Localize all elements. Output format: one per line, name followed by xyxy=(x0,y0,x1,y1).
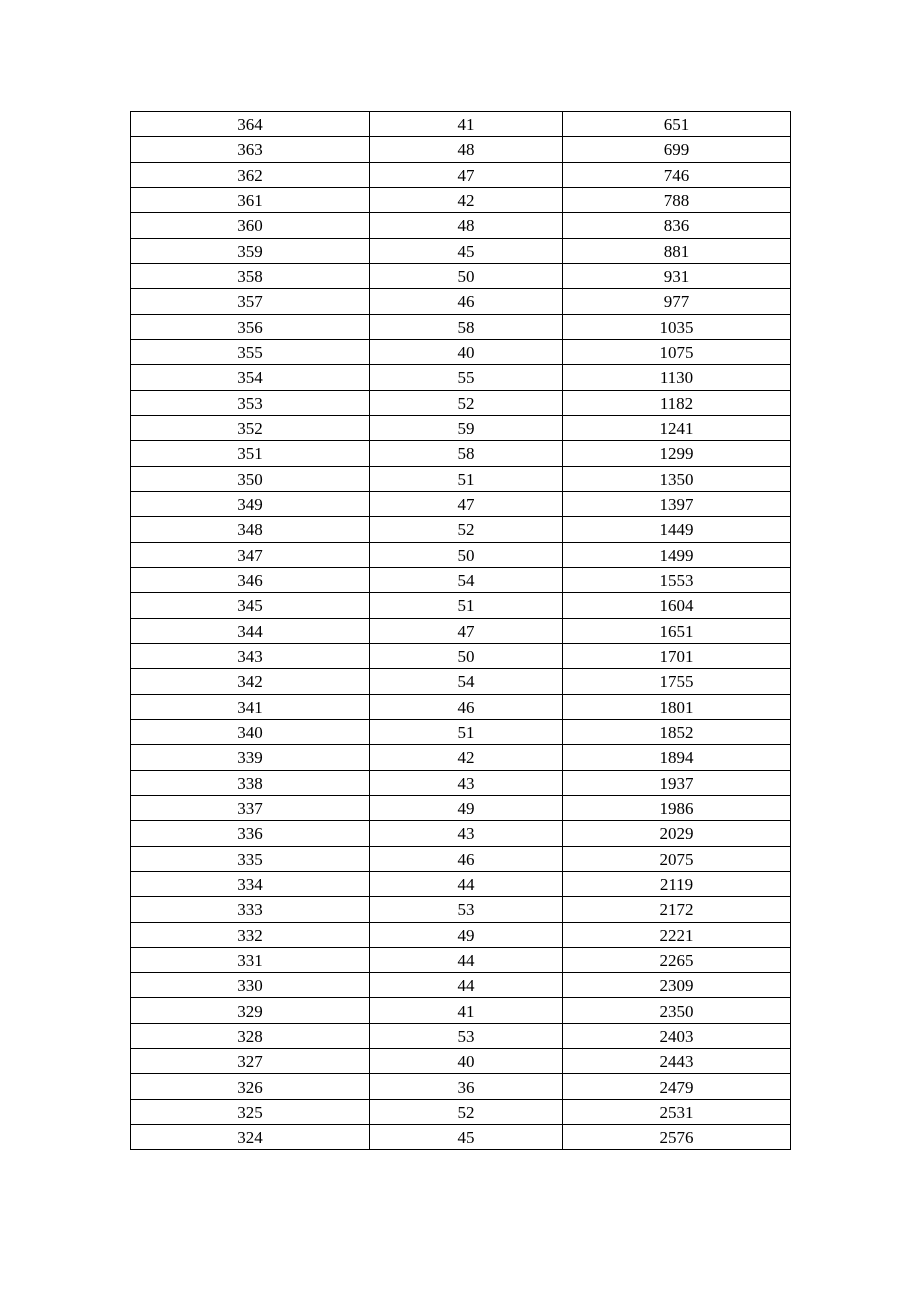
table-row xyxy=(131,466,791,491)
count-cell: 48 xyxy=(370,213,563,238)
count-cell: 41 xyxy=(370,998,563,1023)
cumulative-count-cell: 788 xyxy=(563,187,791,212)
cumulative-count-cell: 1894 xyxy=(563,745,791,770)
table-row xyxy=(131,238,791,263)
count-cell: 47 xyxy=(370,618,563,643)
cumulative-count-cell: 2350 xyxy=(563,998,791,1023)
score-cell: 334 xyxy=(131,871,370,896)
cumulative-count-cell: 1299 xyxy=(563,441,791,466)
cumulative-count-cell: 2403 xyxy=(563,1023,791,1048)
score-cell: 340 xyxy=(131,719,370,744)
count-cell: 55 xyxy=(370,365,563,390)
table-row xyxy=(131,821,791,846)
cumulative-count-cell: 1553 xyxy=(563,567,791,592)
table-row xyxy=(131,415,791,440)
cumulative-count-cell: 1035 xyxy=(563,314,791,339)
count-cell: 59 xyxy=(370,415,563,440)
count-cell: 54 xyxy=(370,567,563,592)
cumulative-count-cell: 2172 xyxy=(563,897,791,922)
score-cell: 339 xyxy=(131,745,370,770)
table-row xyxy=(131,973,791,998)
score-cell: 327 xyxy=(131,1049,370,1074)
table-row xyxy=(131,1049,791,1074)
table-row xyxy=(131,1099,791,1124)
score-cell: 328 xyxy=(131,1023,370,1048)
table-row xyxy=(131,795,791,820)
score-cell: 324 xyxy=(131,1125,370,1150)
table-row xyxy=(131,263,791,288)
table-row xyxy=(131,213,791,238)
score-cell: 362 xyxy=(131,162,370,187)
count-cell: 41 xyxy=(370,112,563,137)
table-row xyxy=(131,643,791,668)
score-cell: 338 xyxy=(131,770,370,795)
score-cell: 348 xyxy=(131,517,370,542)
count-cell: 54 xyxy=(370,669,563,694)
score-table-body xyxy=(131,112,791,1150)
score-cell: 359 xyxy=(131,238,370,263)
table-row xyxy=(131,1023,791,1048)
table-row xyxy=(131,871,791,896)
table-row xyxy=(131,1074,791,1099)
score-cell: 352 xyxy=(131,415,370,440)
cumulative-count-cell: 1350 xyxy=(563,466,791,491)
table-row xyxy=(131,491,791,516)
score-cell: 356 xyxy=(131,314,370,339)
score-cell: 335 xyxy=(131,846,370,871)
score-cell: 349 xyxy=(131,491,370,516)
count-cell: 49 xyxy=(370,922,563,947)
score-cell: 333 xyxy=(131,897,370,922)
table-row xyxy=(131,770,791,795)
score-cell: 326 xyxy=(131,1074,370,1099)
cumulative-count-cell: 1397 xyxy=(563,491,791,516)
cumulative-count-cell: 1701 xyxy=(563,643,791,668)
count-cell: 53 xyxy=(370,1023,563,1048)
score-cell: 345 xyxy=(131,593,370,618)
score-cell: 357 xyxy=(131,289,370,314)
table-row xyxy=(131,542,791,567)
score-cell: 336 xyxy=(131,821,370,846)
cumulative-count-cell: 1852 xyxy=(563,719,791,744)
table-row xyxy=(131,517,791,542)
cumulative-count-cell: 2576 xyxy=(563,1125,791,1150)
cumulative-count-cell: 836 xyxy=(563,213,791,238)
count-cell: 52 xyxy=(370,390,563,415)
table-row xyxy=(131,441,791,466)
cumulative-count-cell: 1755 xyxy=(563,669,791,694)
table-row xyxy=(131,365,791,390)
count-cell: 44 xyxy=(370,947,563,972)
cumulative-count-cell: 931 xyxy=(563,263,791,288)
score-cell: 363 xyxy=(131,137,370,162)
score-cell: 325 xyxy=(131,1099,370,1124)
cumulative-count-cell: 2443 xyxy=(563,1049,791,1074)
count-cell: 47 xyxy=(370,491,563,516)
count-cell: 44 xyxy=(370,871,563,896)
table-row xyxy=(131,567,791,592)
table-row xyxy=(131,719,791,744)
table-row xyxy=(131,897,791,922)
score-cell: 330 xyxy=(131,973,370,998)
count-cell: 46 xyxy=(370,289,563,314)
count-cell: 47 xyxy=(370,162,563,187)
cumulative-count-cell: 2309 xyxy=(563,973,791,998)
count-cell: 40 xyxy=(370,339,563,364)
count-cell: 36 xyxy=(370,1074,563,1099)
count-cell: 52 xyxy=(370,1099,563,1124)
score-cell: 344 xyxy=(131,618,370,643)
count-cell: 43 xyxy=(370,770,563,795)
count-cell: 50 xyxy=(370,542,563,567)
count-cell: 45 xyxy=(370,1125,563,1150)
score-cell: 331 xyxy=(131,947,370,972)
cumulative-count-cell: 1130 xyxy=(563,365,791,390)
cumulative-count-cell: 651 xyxy=(563,112,791,137)
table-row xyxy=(131,846,791,871)
table-row xyxy=(131,745,791,770)
cumulative-count-cell: 746 xyxy=(563,162,791,187)
cumulative-count-cell: 1604 xyxy=(563,593,791,618)
cumulative-count-cell: 1075 xyxy=(563,339,791,364)
score-cell: 355 xyxy=(131,339,370,364)
table-row xyxy=(131,390,791,415)
cumulative-count-cell: 2221 xyxy=(563,922,791,947)
score-cell: 342 xyxy=(131,669,370,694)
count-cell: 52 xyxy=(370,517,563,542)
cumulative-count-cell: 2479 xyxy=(563,1074,791,1099)
table-row xyxy=(131,314,791,339)
count-cell: 46 xyxy=(370,694,563,719)
cumulative-count-cell: 1182 xyxy=(563,390,791,415)
cumulative-count-cell: 1651 xyxy=(563,618,791,643)
count-cell: 42 xyxy=(370,187,563,212)
count-cell: 48 xyxy=(370,137,563,162)
table-row xyxy=(131,618,791,643)
cumulative-count-cell: 1499 xyxy=(563,542,791,567)
score-cell: 347 xyxy=(131,542,370,567)
cumulative-count-cell: 2531 xyxy=(563,1099,791,1124)
cumulative-count-cell: 1801 xyxy=(563,694,791,719)
table-row xyxy=(131,137,791,162)
table-row xyxy=(131,339,791,364)
score-table xyxy=(130,111,791,1150)
count-cell: 40 xyxy=(370,1049,563,1074)
score-cell: 353 xyxy=(131,390,370,415)
table-row xyxy=(131,694,791,719)
score-cell: 329 xyxy=(131,998,370,1023)
cumulative-count-cell: 2029 xyxy=(563,821,791,846)
count-cell: 46 xyxy=(370,846,563,871)
table-row xyxy=(131,1125,791,1150)
count-cell: 51 xyxy=(370,466,563,491)
table-row xyxy=(131,162,791,187)
count-cell: 50 xyxy=(370,263,563,288)
count-cell: 51 xyxy=(370,593,563,618)
cumulative-count-cell: 2075 xyxy=(563,846,791,871)
count-cell: 45 xyxy=(370,238,563,263)
table-row xyxy=(131,187,791,212)
table-row xyxy=(131,289,791,314)
cumulative-count-cell: 1241 xyxy=(563,415,791,440)
score-cell: 358 xyxy=(131,263,370,288)
count-cell: 44 xyxy=(370,973,563,998)
score-cell: 360 xyxy=(131,213,370,238)
score-cell: 361 xyxy=(131,187,370,212)
score-cell: 354 xyxy=(131,365,370,390)
score-cell: 364 xyxy=(131,112,370,137)
score-cell: 337 xyxy=(131,795,370,820)
table-row xyxy=(131,112,791,137)
table-row xyxy=(131,922,791,947)
cumulative-count-cell: 1937 xyxy=(563,770,791,795)
count-cell: 43 xyxy=(370,821,563,846)
count-cell: 50 xyxy=(370,643,563,668)
score-cell: 351 xyxy=(131,441,370,466)
score-cell: 346 xyxy=(131,567,370,592)
cumulative-count-cell: 2119 xyxy=(563,871,791,896)
table-row xyxy=(131,998,791,1023)
table-row xyxy=(131,669,791,694)
score-cell: 341 xyxy=(131,694,370,719)
table-row xyxy=(131,947,791,972)
score-cell: 332 xyxy=(131,922,370,947)
count-cell: 58 xyxy=(370,441,563,466)
cumulative-count-cell: 699 xyxy=(563,137,791,162)
cumulative-count-cell: 1449 xyxy=(563,517,791,542)
cumulative-count-cell: 2265 xyxy=(563,947,791,972)
cumulative-count-cell: 881 xyxy=(563,238,791,263)
count-cell: 51 xyxy=(370,719,563,744)
score-cell: 350 xyxy=(131,466,370,491)
count-cell: 42 xyxy=(370,745,563,770)
cumulative-count-cell: 1986 xyxy=(563,795,791,820)
score-cell: 343 xyxy=(131,643,370,668)
count-cell: 49 xyxy=(370,795,563,820)
cumulative-count-cell: 977 xyxy=(563,289,791,314)
count-cell: 58 xyxy=(370,314,563,339)
count-cell: 53 xyxy=(370,897,563,922)
table-row xyxy=(131,593,791,618)
